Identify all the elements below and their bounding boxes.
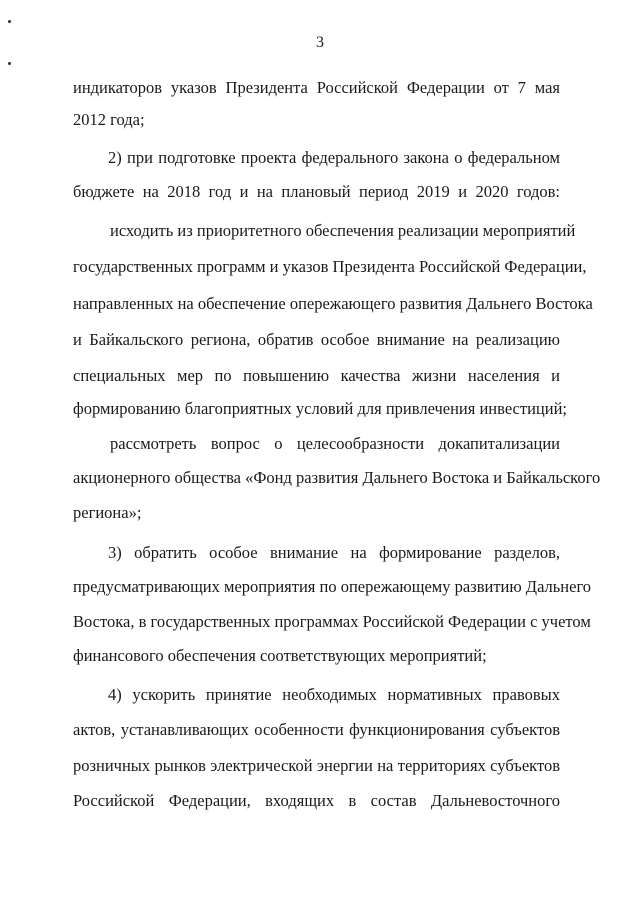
text-line: акционерного общества «Фонд развития Дальнего Востока и Байкальского: [73, 468, 601, 487]
scan-speck: [8, 20, 11, 23]
scan-speck: [8, 62, 11, 65]
text-line: региона»;: [73, 503, 142, 522]
text-line: государственных программ и указов Президента Российской Федерации,: [73, 257, 587, 276]
list-item-3: 3) обратить особое внимание на формирование разделов,: [108, 543, 560, 562]
text-line: специальных мер по повышению качества жизни населения и: [73, 366, 560, 385]
list-item-4: 4) ускорить принятие необходимых нормативных правовых: [108, 685, 560, 704]
text-line: Российской Федерации, входящих в состав Дальневосточного: [73, 791, 560, 810]
text-line: формированию благоприятных условий для привлечения инвестиций;: [73, 399, 568, 418]
text-line: индикаторов указов Президента Российской Федерации от 7 мая: [73, 78, 560, 97]
page-number: 3: [316, 34, 324, 51]
text-line: розничных рынков электрической энергии на территориях субъектов: [73, 756, 560, 775]
text-line: направленных на обеспечение опережающего развития Дальнего Востока: [73, 294, 593, 313]
text-line: рассмотреть вопрос о целесообразности докапитализации: [110, 434, 560, 453]
text-line: бюджете на 2018 год и на плановый период 2019 и 2020 годов:: [73, 182, 560, 201]
text-line: Востока, в государственных программах Российской Федерации с учетом: [73, 612, 591, 631]
text-line: финансового обеспечения соответствующих мероприятий;: [73, 646, 487, 665]
text-line: и Байкальского региона, обратив особое внимание на реализацию: [73, 330, 560, 349]
text-line: актов, устанавливающих особенности функционирования субъектов: [73, 720, 560, 739]
list-item-2: 2) при подготовке проекта федерального закона о федеральном: [108, 148, 560, 167]
text-line: предусматривающих мероприятия по опережающему развитию Дальнего: [73, 577, 592, 596]
text-line: исходить из приоритетного обеспечения реализации мероприятий: [110, 221, 576, 240]
text-line: 2012 года;: [73, 110, 145, 129]
